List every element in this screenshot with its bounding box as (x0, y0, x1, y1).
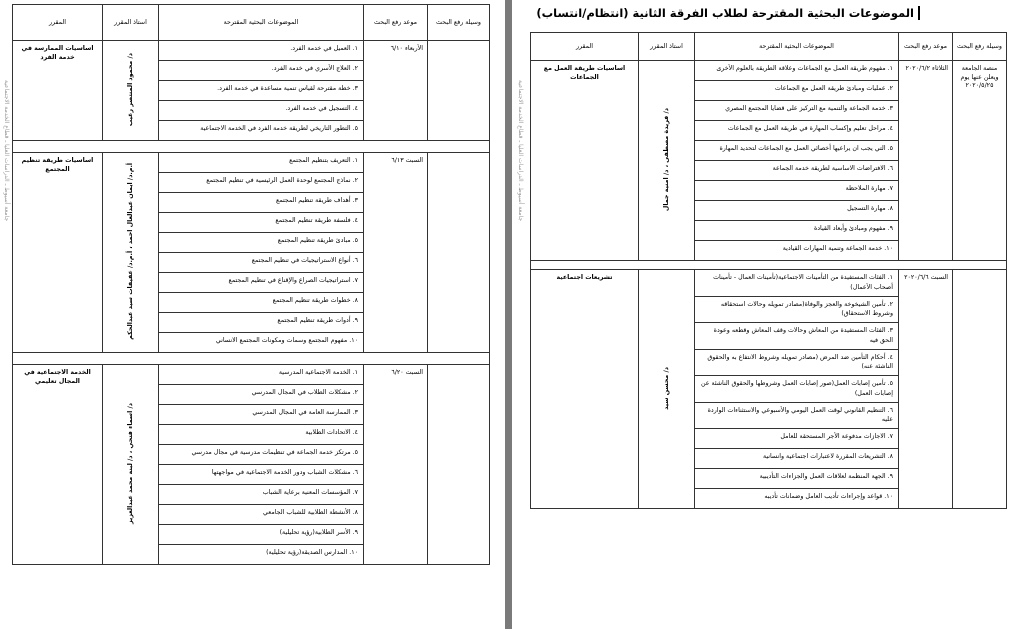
list-item: ٩. الجهة المنظمة لعلاقات العمل والجزاءات التأديبية (695, 469, 898, 489)
document-page-left (0, 0, 505, 629)
page-gap (505, 0, 512, 629)
topics-list (159, 153, 364, 353)
section-divider (13, 141, 490, 153)
submission-date: السبت ٢٠٢٠/٦/٦ (899, 270, 953, 509)
list-item: ١٠. قواعد وإجراءات تأديب العامل وضمانات تأديبه (764, 493, 893, 500)
professor-name: أ.م.د/ ايمان عبدالعال احمد ، أ.م.د/ عفيفات سيد عبدالحكم (127, 163, 134, 340)
header-date: موعد رفع البحث (899, 33, 953, 61)
professor-cell (103, 41, 159, 141)
list-item: ٧. الاجازات مدفوعة الأجر المستحقة للعامل (695, 429, 898, 449)
list-item: ٢. مشكلات الطلاب في المجال المدرسي (159, 385, 363, 405)
list-item: ٣. خدمة الجماعة والتنمية مع التركيز على قضايا المجتمع المصري (695, 101, 898, 121)
header-date: موعد رفع البحث (364, 5, 428, 41)
list-item: ٧. استراتيجيات الصراع والإقناع في تنظيم المجتمع (159, 273, 363, 293)
header-topics: الموضوعات البحثية المقترحة (159, 5, 364, 41)
course-row (531, 61, 1007, 261)
list-item: ٥. تأمين إصابات العمل(صور إصابات العمل وشروطها والحقوق الناشئة عن إصابات العمل) (695, 376, 898, 403)
list-item: ٤. أحكام التأمين ضد المرض (مصادر تمويله وشروط الانتفاع به والحقوق الناشئة عنه) (695, 350, 898, 377)
header-topics: الموضوعات البحثية المقترحة (695, 33, 899, 61)
section-divider (13, 353, 490, 365)
professor-name: د/ محمود المنتصر رغيب (127, 52, 134, 127)
list-item: ١. مفهوم طريقة العمل مع الجماعات وعلاقة الطريقة بالعلوم الأخرى (695, 61, 898, 81)
header-course: المقرر (531, 33, 639, 61)
list-item: ٨. مهارة التسجيل (695, 201, 898, 221)
list-item: ٢. نماذج المجتمع لوحدة العمل الرئيسية في تنظيم المجتمع (159, 173, 363, 193)
header-professor: استاذ المقرر (103, 5, 159, 41)
list-item: ٨. خطوات طريقة تنظيم المجتمع (159, 293, 363, 313)
page-title: الموضوعات البحثية المقترحة لطلاب الفرقة الثانية (انتظام/انتساب) (536, 6, 920, 20)
list-item: ٥. التطور التاريخي لطريقة خدمة الفرد في الخدمة الاجتماعية (200, 125, 358, 132)
list-item: ٢. تأمين الشيخوخة والعجز والوفاة(مصادر تمويله وحالات استحقاقه وشروط الاستحقاق) (695, 297, 898, 324)
table-header-row (531, 33, 1007, 61)
topics-table-right (530, 32, 1007, 509)
list-item: ١٠. مفهوم المجتمع وسمات ومكونات المجتمع الانساني (215, 337, 358, 344)
list-item: ١٠. خدمة الجماعة وتنمية المهارات القيادية (782, 245, 893, 252)
list-item: ٤. مراحل تعليم وإكساب المهارة في طريقة العمل مع الجماعات (695, 121, 898, 141)
professor-name: د/ فريدة مصطفى ، د/ امنية جمال (663, 107, 670, 212)
section-divider (531, 261, 1007, 270)
course-name: اساسيات الممارسة في خدمة الفرد (13, 41, 103, 141)
list-item: ٦. الافتراضات الاساسية لطريقة خدمة الجماعة (695, 161, 898, 181)
course-name: اساسيات طريقة العمل مع الجماعات (531, 61, 639, 261)
side-header-text: جامعة أسيوط ـ الدراسات العليا ـ قطاع الخدمة الاجتماعية (3, 80, 10, 222)
header-professor: استاذ المقرر (639, 33, 695, 61)
list-item: ٨. التشريعات المقررة لاعتبارات اجتماعية وانسانية (695, 449, 898, 469)
table-header-row (13, 5, 490, 41)
professor-cell (639, 61, 695, 261)
list-item: ٩. الأسر الطلابية(رؤية تحليلية) (159, 525, 363, 545)
list-item: ١. التعريف بتنظيم المجتمع (159, 153, 363, 173)
list-item: ٨. الأنشطة الطلابية للشباب الجامعي (159, 505, 363, 525)
topics-table-left (12, 4, 490, 565)
topics-list (695, 270, 899, 509)
topics-list (159, 41, 364, 141)
list-item: ٥. مرتكز خدمة الجماعة في تنظيمات مدرسية في مجال مدرسي (159, 445, 363, 465)
list-item: ٦. مشكلات الشباب ودور الخدمة الاجتماعية في مواجهتها (159, 465, 363, 485)
list-item: ٢. عمليات ومبادئ طريقة العمل مع الجماعات (695, 81, 898, 101)
list-item: ٦. التنظيم القانوني لوقت العمل اليومي والأسبوعي والاستثناءات الواردة عليه (695, 403, 898, 430)
professor-cell (639, 270, 695, 509)
list-item: ١. العميل في خدمة الفرد. (159, 41, 363, 61)
course-row (531, 270, 1007, 509)
professor-name: د/ محسن سيد (663, 366, 670, 410)
course-name: اساسيات طريقة تنظيم المجتمع (13, 153, 103, 353)
course-row (13, 365, 490, 565)
submission-date: السبت ٦/١٣ (364, 153, 428, 353)
course-row (13, 41, 490, 141)
list-item: ٧. مهارة الملاحظة (695, 181, 898, 201)
list-item: ٩. مفهوم ومبادئ وأبعاد القيادة (695, 221, 898, 241)
list-item: ٣. الممارسة العامة في المجال المدرسي (159, 405, 363, 425)
list-item: ٣. خطة مقترحة لقياس تنمية مساعدة في خدمة الفرد. (159, 81, 363, 101)
list-item: ٤. الاتحادات الطلابية (159, 425, 363, 445)
submission-date: الأربعاء ٦/١٠ (364, 41, 428, 141)
list-item: ٦. أنواع الاستراتيجيات في تنظيم المجتمع (159, 253, 363, 273)
list-item: ٤. التسجيل في خدمة الفرد. (159, 101, 363, 121)
submission-method (953, 270, 1007, 509)
list-item: ٩. أدوات طريقة تنظيم المجتمع (159, 313, 363, 333)
submission-date: السبت ٦/٢٠ (364, 365, 428, 565)
list-item: ٥. التي يجب ان يراعيها أخصائي العمل مع الجماعات لتحديد المهارة (695, 141, 898, 161)
submission-method (428, 365, 490, 565)
submission-method (428, 153, 490, 353)
list-item: ٣. الفئات المستفيدة من المعاش وحالات وقف المعاش وقطعه وعودة الحق فيه (695, 323, 898, 350)
professor-cell (103, 365, 159, 565)
course-name: تشريعات اجتماعية (531, 270, 639, 509)
topics-list (695, 61, 899, 261)
list-item: ٤. فلسفة طريقة تنظيم المجتمع (159, 213, 363, 233)
list-item: ١٠. المدارس الصديقة(رؤية تحليلية) (266, 549, 358, 556)
header-method: وسيلة رفع البحث (428, 5, 490, 41)
submission-method: منصة الجامعة ويعلن عنها يوم ٢٠٢٠/٥/٢٥ (953, 61, 1007, 261)
list-item: ١. الفئات المستفيدة من التأمينات الاجتماعية(تأمينات العمال - تأمينات أصحاب الأعمال) (695, 270, 898, 297)
list-item: ٥. مبادئ طريقة تنظيم المجتمع (159, 233, 363, 253)
list-item: ٢. العلاج الأسري في خدمة الفرد. (159, 61, 363, 81)
document-page-right (512, 0, 1016, 629)
submission-date: الثلاثاء ٢٠٢٠/٦/٢ (899, 61, 953, 261)
professor-name: د/ اسماء فتحي ، د/ لبنة محمد عبدالعزيز (127, 403, 134, 524)
list-item: ٣. أهداف طريقة تنظيم المجتمع (159, 193, 363, 213)
header-method: وسيلة رفع البحث (953, 33, 1007, 61)
topics-list (159, 365, 364, 565)
course-row (13, 153, 490, 353)
side-header-text: جامعة أسيوط ـ الدراسات العليا ـ قطاع الخدمة الاجتماعية (517, 80, 524, 222)
course-name: الخدمة الاجتماعية في المجال تعليمي (13, 365, 103, 565)
submission-method (428, 41, 490, 141)
header-course: المقرر (13, 5, 103, 41)
professor-cell (103, 153, 159, 353)
list-item: ٧. المؤسسات المعنية برعاية الشباب (159, 485, 363, 505)
list-item: ١. الخدمة الاجتماعية المدرسية (159, 365, 363, 385)
